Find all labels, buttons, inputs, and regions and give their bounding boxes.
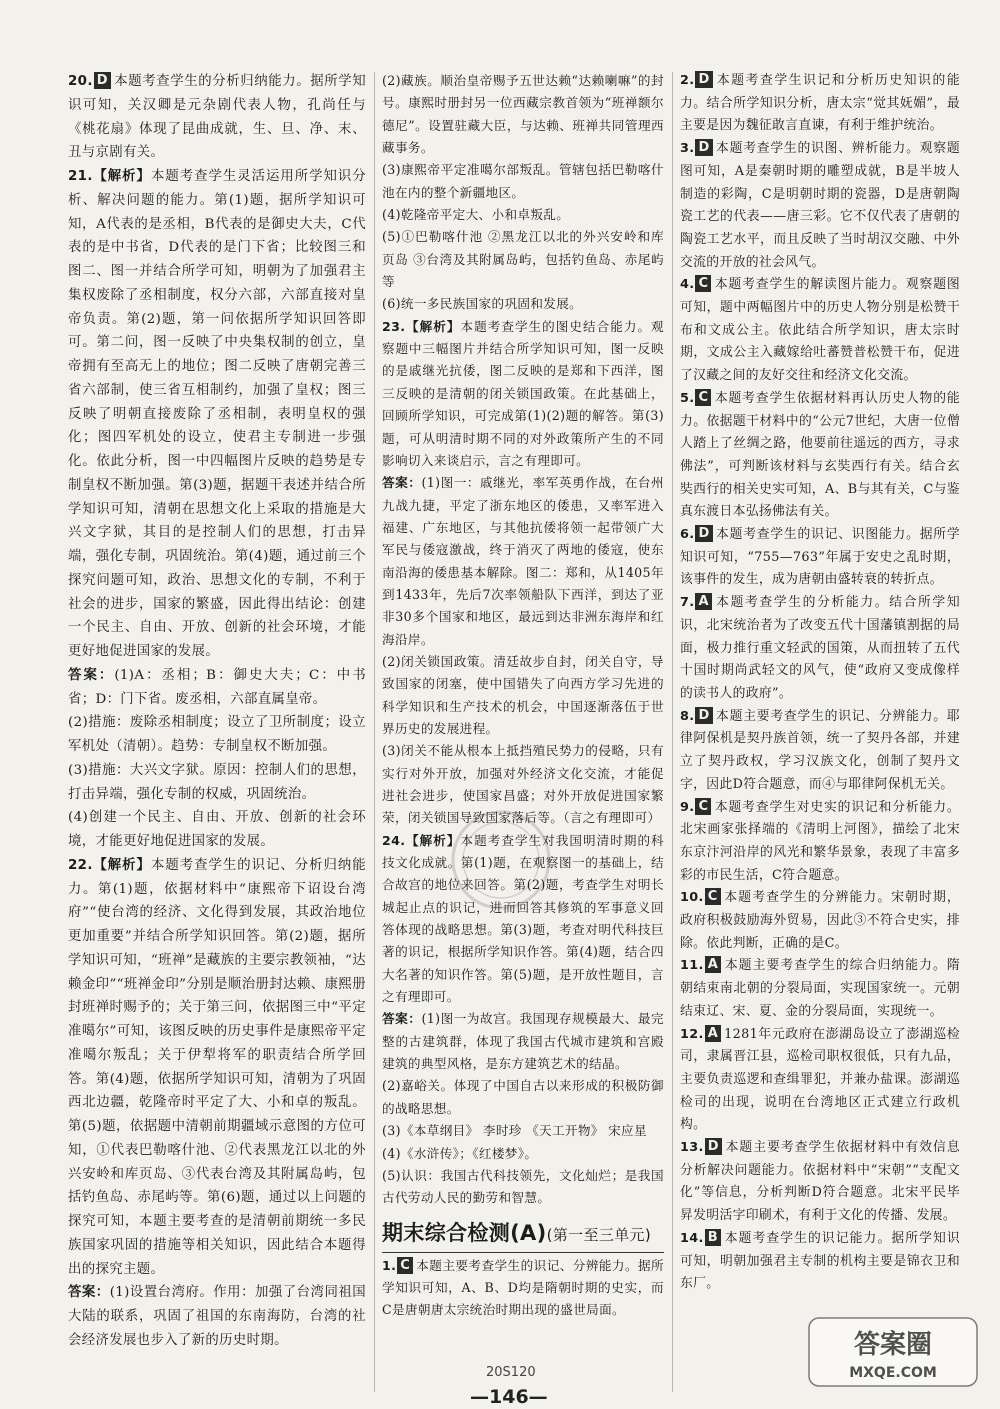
question-explanation: 本题主要考查学生的识记、分辨能力。据所学知识可知，A、B、D均是隋朝时期的史实，而C是唐朝唐太宗统治时期出现的盛世局面。 — [382, 1257, 664, 1318]
question-number: 20. — [68, 74, 93, 89]
explanation-text: 本题考查学生识记和分析历史知识的能力。结合所学知识分析，唐太宗“觉其妩媚”，最主要是因为魏征敢言直谏，有利于维护统治。 — [680, 73, 960, 134]
question-item — [382, 1255, 664, 1322]
answer-label: 答案： — [68, 667, 115, 683]
answer-line — [382, 226, 664, 293]
answer-line — [68, 664, 366, 712]
section-subtitle: (第一至三单元) — [546, 1225, 652, 1244]
question-item — [680, 1024, 960, 1138]
explanation-text: (6)统一多民族国家的巩固和发展。 — [382, 296, 583, 312]
question-item — [680, 887, 960, 955]
svg-text:MXQE.COM: MXQE.COM — [849, 1365, 937, 1381]
explanation-text: (2)藏族。顺治皇帝赐予五世达赖“达赖喇嘛”的封号。康熙时册封另一位西藏宗教首领为“班禅额尔德尼”。设置驻藏大臣，与达赖、班禅共同管理西藏事务。 — [382, 73, 664, 156]
answer-line — [382, 1120, 664, 1142]
question-number: 12. — [680, 1026, 704, 1042]
answer-line — [382, 293, 664, 315]
explanation-text: 本题考查学生的识记、分析归纳能力。第(1)题，依据材料中“康熙帝下诏设台湾府”“使台湾的经济、文化得到发展，其政治地位更加重要”并结合所学知识回答。第(2)题，据所学知识可知，“班禅”是藏族的主要宗教领袖，“达赖金印”“班禅金印”分别是顺治册封达赖、康熙册封班禅时赐予的；关于第三问，依据图三中“平定准噶尔”可知，该图反映的历史事件是康熙帝平定准噶尔叛乱；关于伊犁将军的职责结合所学回答。第(4)题，依据所学知识可知，清朝为了巩固西北边疆，乾隆帝时平定了大、小和卓的叛乱。第(5)题，依据题中清朝前期疆域示意图的方位可知，①代表巴勒喀什池、②代表黑龙江以北的外兴安岭和库页岛、③代表台湾及其附属岛屿，包括钓鱼岛、赤尾屿等。第(6)题，通过以上问题的探究可知，本题主要考查的是清朝前期统一多民族国家巩固的措施等相关知识，因此结合本题得出的探究主题。 — [68, 857, 367, 1277]
answer-badge: D — [705, 1138, 722, 1155]
question-item — [68, 854, 366, 1282]
explanation-text: (5)认识：我国古代科技领先，文化灿烂；是我国古代劳动人民的勤劳和智慧。 — [382, 1167, 664, 1206]
answer-badge: D — [695, 525, 712, 542]
answer-badge: C — [397, 1257, 413, 1274]
answer-label: 答案： — [382, 1011, 422, 1027]
column-middle — [382, 70, 664, 1322]
answer-line — [68, 806, 366, 854]
question-item — [382, 316, 664, 472]
answer-label: 答案： — [382, 475, 422, 491]
answer-line — [382, 1075, 664, 1120]
question-number: 9. — [680, 799, 695, 815]
question-item — [680, 70, 960, 138]
explanation-text: (2)措施：废除丞相制度；设立了卫所制度；设立军机处（清朝）。趋势：专制皇权不断加强。 — [68, 715, 366, 754]
explanation-text: (1)A：丞相；B：御史大夫；C：中书省；D：门下省。废丞相，六部直属皇帝。 — [68, 667, 366, 707]
explanation-text: (1)图一为故宫。我国现存规模最大、最完整的古建筑群，体现了我国古代城市建筑和宫殿建筑的典型风格，是东方建筑艺术的结晶。 — [382, 1011, 664, 1072]
site-watermark-logo — [808, 1317, 978, 1387]
explanation-text: (5)①巴勒喀什池 ②黑龙江以北的外兴安岭和库页岛 ③台湾及其附属岛屿，包括钓鱼岛、赤尾屿等 — [382, 229, 664, 290]
explanation-text: (1)图一：戚继光，率军英勇作战，在台州九战九捷，平定了浙东地区的倭患，又率军进入福建、广东地区，与其他抗倭将领一起带领广大军民与倭寇激战，终于消灭了两地的倭寇，使东南沿海的倭患基本解除。图二：郑和，从1405年到1433年，先后7次率领船队下西洋，到达了亚非30多个国家和地区，最远到达非洲东海岸和红海沿岸。 — [382, 475, 664, 647]
question-number: 10. — [680, 890, 704, 906]
answer-line — [382, 1008, 664, 1075]
explanation-text: 本题考查学生对史实的识记和分析能力。北宋画家张择端的《清明上河图》，描绘了北宋东京汴河沿岸的风光和繁华景象，表现了丰富多彩的市民生活，C符合题意。 — [680, 799, 960, 883]
question-number: 14. — [680, 1230, 704, 1246]
answer-badge: C — [695, 389, 711, 406]
explanation-text: 本题主要考查学生的综合归纳能力。隋朝结束南北朝的分裂局面，实现国家统一。元朝结束辽、宋、夏、金的分裂局面，实现统一。 — [680, 958, 960, 1019]
analysis-tag: 【解析】 — [92, 857, 151, 873]
explanation-text: 本题考查学生的分辨能力。宋朝时期，政府积极鼓励海外贸易，因此③不符合史实，排除。依此判断，正确的是C。 — [680, 890, 960, 951]
explanation-text: 本题考查学生依据材料再认历史人物的能力。依据题干材料中的“公元7世纪，大唐一位僧人踏上了丝绸之路，他要前往遥远的西方，寻求佛法”，可判断该材料与玄奘西行有关。结合玄奘西行的相关史实可知，A、B与其有关，C与鉴真东渡日本弘扬佛法有关。 — [680, 390, 960, 520]
section-title: 期末综合检测(A) — [382, 1220, 547, 1245]
question-number: 13. — [680, 1140, 704, 1156]
analysis-tag: 【解析】 — [405, 832, 461, 848]
question-item — [68, 165, 366, 664]
answer-badge: C — [695, 275, 711, 292]
answer-badge: D — [695, 139, 712, 156]
answer-line — [68, 759, 366, 807]
answer-badge: D — [94, 72, 111, 89]
answer-line — [382, 1143, 664, 1165]
answer-badge: B — [705, 1229, 721, 1246]
explanation-text: 本题考查学生的分析能力。结合所学知识，北宋统治者为了改变五代十国藩镇割据的局面，极力推行重文轻武的国策，从而扭转了五代十国时期尚武轻文的风气，使“政府又变成像样的读书人的政府”。 — [680, 595, 960, 701]
column-divider — [672, 72, 673, 1392]
column-right — [680, 70, 960, 1296]
stamp-graphic — [446, 805, 556, 915]
explanation-text: 本题考查学生的解读图片能力。观察题图可知，题中两幅图片中的历史人物分别是松赞干布和文成公主。依此结合所学知识，唐太宗时期，文成公主入藏嫁给吐蕃赞普松赞干布，促进了汉藏之间的友好交往和经济文化交流。 — [680, 277, 960, 384]
svg-text:答案圈: 答案圈 — [853, 1330, 933, 1360]
answer-line — [68, 1281, 366, 1352]
answer-badge: D — [695, 71, 712, 88]
answer-line — [382, 204, 664, 226]
answer-line — [382, 1165, 664, 1210]
question-number: 8. — [680, 708, 695, 724]
explanation-text: 本题主要考查学生依据材料中有效信息分析解决问题能力。依据材料中“宋朝”“支配文化”等信息，分析判断D符合题意。北宋平民毕昇发明活字印刷术，有利于文化的传播、发展。 — [680, 1140, 960, 1224]
question-number: 22. — [68, 857, 93, 873]
explanation-text: 本题考查学生的图史结合能力。观察题中三幅图片并结合所学知识可知，图一反映的是戚继光抗倭，图二反映的是郑和下西洋，图三反映的是清朝的闭关锁国政策。在此基础上，回顾所学知识，可完成第(1)(2)题的解答。第(3)题，可从明清时期不同的对外政策所产生的不同影响切入来谈启示，言之有理即可。 — [382, 318, 665, 468]
question-number: 21. — [68, 169, 93, 184]
page-number: —146— — [470, 1386, 548, 1408]
answer-badge: D — [695, 707, 712, 724]
question-item — [680, 797, 960, 888]
question-item — [680, 138, 960, 274]
explanation-text: (2)嘉峪关。体现了中国自古以来形成的积极防御的战略思想。 — [382, 1078, 664, 1116]
question-item — [680, 592, 960, 706]
answer-line — [68, 711, 366, 759]
answer-badge: C — [695, 798, 711, 815]
question-number: 11. — [680, 958, 704, 974]
question-item — [680, 706, 960, 797]
explanation-text: 1281年元政府在澎湖岛设立了澎湖巡检司，隶属晋江县，巡检司职权很低，只有九品，主要负责巡逻和查缉罪犯，并兼办盐课。澎湖巡检司的出现，说明在台湾地区正式建立行政机构。 — [680, 1026, 960, 1133]
explanation-text: (3)措施：大兴文字狱。原因：控制人们的思想，打击异端，强化专制的权威，巩固统治。 — [68, 762, 366, 802]
explanation-text: 本题考查学生灵活运用所学知识分析、解决问题的能力。第(1)题，据所学知识可知，A代表的是丞相，B代表的是御史大夫，C代表的是中书省，D代表的是门下省；比较图三和图二、图一并结合所学可知，明朝为了加强君主集权废除了丞相制度，权分六部，六部直接对皇帝负责。第(2)题，第一问依据所学知识回答即可。第二问，图一反映了中央集权制的创立，皇帝拥有至高无上的地位；图二反映了唐朝完善三省六部制，使三省互相制约，加强了皇权；图三反映了明朝直接废除了丞相制，表明皇权的强化；图四军机处的设立，使君主专制进一步强化。依此分析，图一中四幅图片反映的趋势是专制皇权不断加强。第(3)题，据题干表述并结合所学知识可知，清朝在思想文化上采取的措施是大兴文字狱，其目的是控制人们的思想，打击异端，强化专制，巩固统治。第(4)题，通过前三个探究问题可知，政治、思想文化的专制，不利于社会的进步，国家的繁盛，因此得出结论：创建一个民主、自由、开放、创新的社会环境，才能更好地促进国家的发展。 — [68, 169, 367, 659]
explanation-text: (3)闭关不能从根本上抵挡殖民势力的侵略，只有实行对外开放，加强对外经济文化交流，才能促进社会进步，使国家昌盛；对外开放促进国家繁荣，闭关锁国导致国家落后等。（言之有理即可） — [382, 743, 664, 826]
question-item — [680, 1228, 960, 1296]
question-item — [680, 274, 960, 388]
explanation-text: 本题考查学生的识记、识图能力。据所学知识可知，“755—763”年属于安史之乱时期，该事件的发生，成为唐朝由盛转衰的转折点。 — [680, 527, 960, 588]
answer-line — [382, 70, 664, 159]
explanation-text: (1)设置台湾府。作用：加强了台湾同祖国大陆的联系，巩固了祖国的东南海防，台湾的社会经济发展也步入了新的历史时期。 — [68, 1285, 366, 1348]
explanation-text: (4)创建一个民主、自由、开放、创新的社会环境，才能更好地促进国家的发展。 — [68, 810, 366, 849]
question-item — [68, 70, 366, 165]
column-divider — [374, 72, 375, 1392]
explanation-text: 本题考查学生的分析归纳能力。据所学知识可知，关汉卿是元杂剧代表人物，孔尚任与《桃花扇》体现了昆曲成就，生、旦、净、末、丑与京剧有关。 — [68, 74, 366, 161]
explanation-text: (3)康熙帝平定准噶尔部叛乱。管辖包括巴勒喀什池在内的整个新疆地区。 — [382, 162, 664, 200]
question-number: 3. — [680, 141, 695, 157]
explanation-text: 本题主要考查学生的识记、分辨能力。耶律阿保机是契丹族首领，统一了契丹各部，并建立了契丹政权，学习汉族文化，创制了契丹文字，因此D符合题意，而④与耶律阿保机无关。 — [680, 708, 960, 792]
question-number: 7. — [680, 595, 695, 611]
question-number: 5. — [680, 390, 695, 406]
answer-badge: C — [705, 888, 721, 905]
question-item — [680, 524, 960, 592]
answer-line — [382, 159, 664, 204]
explanation-text: (4)《水浒传》；《红楼梦》。 — [382, 1145, 538, 1161]
question-number: 6. — [680, 527, 695, 543]
explanation-text: 本题考查学生的识图、辨析能力。观察题图可知，A是秦朝时期的雕塑成就，B是半坡人制造的彩陶，C是明朝时期的瓷器，D是唐朝陶瓷工艺的代表——唐三彩。它不仅代表了唐朝的陶瓷工艺水平，而且反映了当时胡汉交融、中外交流的开放的社会风气。 — [680, 141, 960, 270]
analysis-tag: 【解析】 — [92, 169, 151, 184]
column-left — [68, 70, 366, 1353]
answer-badge: A — [705, 1025, 721, 1042]
question-number: 24. — [382, 832, 406, 848]
question-item — [680, 955, 960, 1023]
explanation-text: (2)闭关锁国政策。清廷故步自封，闭关自守，导致国家的闭塞，使中国错失了向西方学习先进的科学知识和生产技术的机会，中国逐渐落伍于世界历史的发展进程。 — [382, 653, 664, 736]
question-number: 2. — [680, 73, 695, 88]
question-item — [680, 1137, 960, 1228]
answer-badge: A — [695, 593, 711, 610]
answer-line — [382, 651, 664, 740]
question-item — [680, 388, 960, 524]
explanation-text: 本题考查学生对我国明清时期的科技文化成就。第(1)题，在观察图一的基础上，结合故宫的地位来回答。第(2)题，考查学生对明长城起止点的识记，进而回答其修筑的军事意义回答体现的战略思想。第(3)题，考查对明代科技巨著的识记，根据所学知识作答。第(4)题，结合四大名著的知识作答。第(5)题，是开放性题目，言之有理即可。 — [382, 832, 665, 1005]
explanation-text: (3)《本草纲目》 李时珍 《天工开物》 宋应星 — [382, 1123, 647, 1139]
print-code: 20S120 — [486, 1365, 536, 1380]
explanation-text: 本题考查学生的识记能力。据所学知识可知，明朝加强君主专制的机构主要是锦衣卫和东厂。 — [680, 1230, 960, 1292]
answer-label: 答案： — [68, 1285, 110, 1301]
section-heading — [382, 1216, 664, 1253]
question-number: 4. — [680, 277, 695, 293]
answer-badge: A — [705, 956, 721, 973]
question-number: 1. — [382, 1257, 397, 1273]
question-number: 23. — [382, 318, 406, 334]
explanation-text: (4)乾隆帝平定大、小和卓叛乱。 — [382, 207, 570, 223]
answer-line — [382, 472, 664, 651]
analysis-tag: 【解析】 — [405, 318, 461, 334]
